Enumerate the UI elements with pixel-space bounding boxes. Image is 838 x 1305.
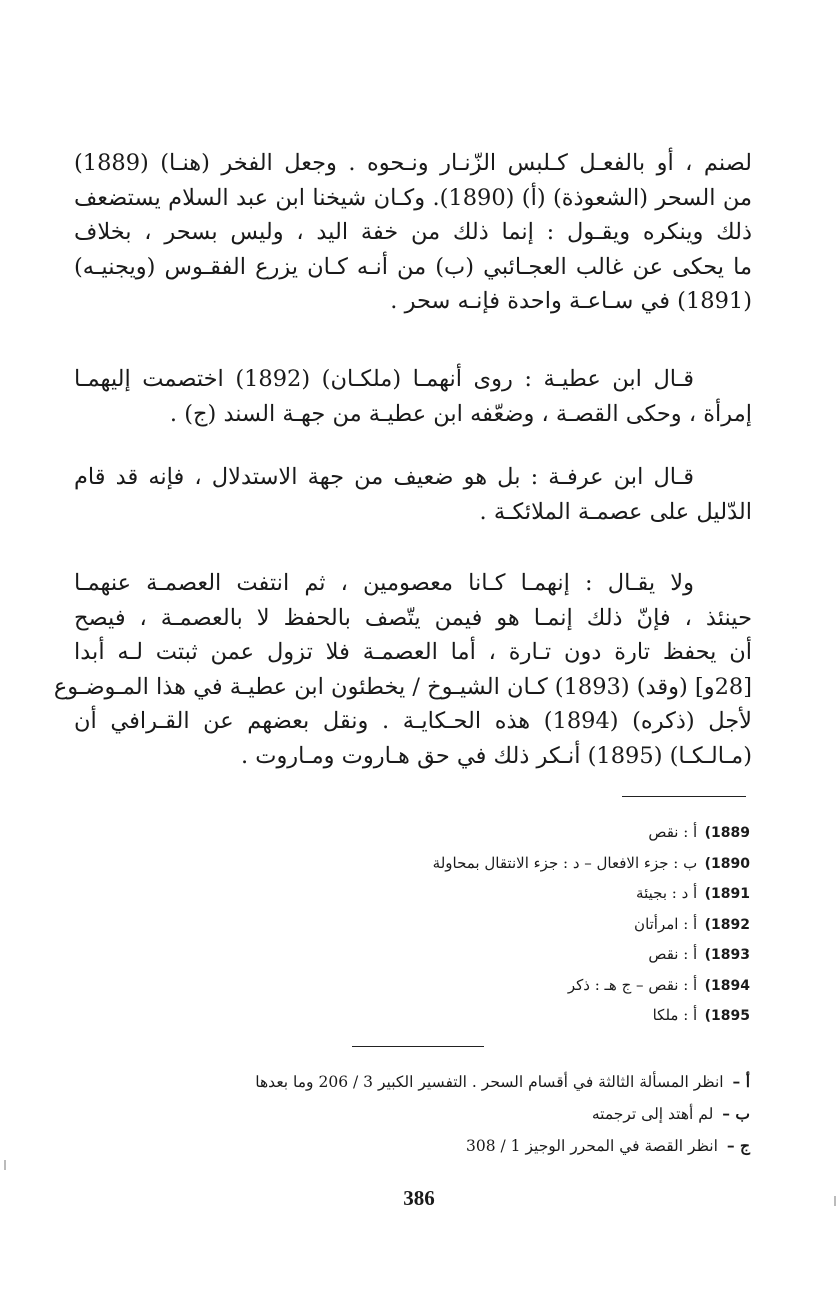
variant-note [433, 1001, 750, 1032]
note-number: 1890) [704, 855, 750, 872]
text-line: من السحر (الشعوذة) (أ) (1890). وكـان شيخنا ابن عبد السلام يستضعف [74, 184, 752, 211]
scan-edge-mark [834, 1196, 836, 1206]
note-text: أ : ملكا [652, 1006, 698, 1024]
text-line: إمرأة ، وحكى القصـة ، وضعّفه ابن عطيـة من جهـة السند (ج) . [169, 400, 752, 427]
variant-note [433, 879, 750, 910]
reference-note [255, 1098, 750, 1130]
note-number: 1891) [704, 886, 750, 902]
text-line: قـال ابن عطيـة : روى أنهمـا (ملكـان) (1892) اختصمت إليهمـا [74, 366, 695, 392]
note-text: لم أهتد إلى ترجمته [591, 1105, 714, 1123]
note-text: أ د : بجيئة [636, 884, 698, 902]
note-text: أ : امرأتان [634, 914, 698, 933]
text-line: الدّليل على عصمـة الملائكـة . [479, 498, 752, 525]
note-text: أ : نقص – ج هـ : ذكر [567, 975, 698, 994]
note-text: أ : نقص [648, 823, 698, 841]
text-line: ما يحكى عن غالب العجـائبي (ب) من أنـه كـان يزرع الفقـوس (ويجنيـه) [74, 253, 752, 280]
note-text: انظر المسألة الثالثة في أقسام السحر . التفسير الكبير 3 / 206 وما بعدها [255, 1073, 724, 1091]
note-text: انظر القصة في المحرر الوجيز 1 / 308 [466, 1137, 718, 1155]
text-line: لأجل (ذكره) (1894) هذه الحـكايـة . ونقل بعضهم عن القـرافي أن [74, 708, 752, 734]
text-line: لصنم ، أو بالفعـل كـلبس الزّنـار ونـحوه . وجعل الفخر (هنـا) (1889) [74, 150, 752, 176]
variant-note [433, 971, 750, 1002]
paragraph-2 [74, 362, 752, 431]
note-text: ب : جزء الافعال – د : جزء الانتقال بمحاولة [432, 853, 698, 872]
text-line: قـال ابن عرفـة : بل هو ضعيف من جهة الاستدلال ، فإنه قد قام [74, 464, 694, 490]
variant-notes [433, 818, 750, 1032]
text-line: حينئذ ، فإنّ ذلك إنمـا هو فيمن يتّصف بالحفظ لا بالعصمـة ، فيصح [74, 604, 752, 631]
note-number: 1893) [704, 947, 750, 963]
note-text: أ : نقص [648, 945, 698, 963]
page-number: 386 [403, 1186, 435, 1210]
paragraph-1 [74, 146, 752, 319]
text-line: (مـالـكـا) (1895) أنـكر ذلك في حق هـاروت ومـاروت . [240, 742, 752, 769]
note-number: 1895) [704, 1008, 750, 1024]
paragraph-4 [53, 566, 752, 773]
text-line: أن يحفظ تارة دون تـارة ، أما العصمـة فلا تزول عمن ثبتت لـه أبدا [74, 639, 752, 665]
text-line: ولا يقـال : إنهمـا كـانا معصومين ، ثم انتفت العصمـة عنهمـا [74, 570, 694, 596]
note-number: 1892) [704, 916, 750, 933]
note-marker: أ – [732, 1072, 750, 1091]
text-line: (1891) في سـاعـة واحدة فإنـه سحر . [390, 288, 752, 314]
scan-edge-mark [4, 1160, 6, 1170]
reference-note [255, 1066, 750, 1098]
variant-note [433, 940, 750, 971]
text-line: ذلك وينكره ويقـول : إنما ذلك من خفة اليد ، وليس بسحر ، بخلاف [74, 219, 752, 245]
footnote-separator [352, 1046, 484, 1047]
reference-notes [255, 1066, 750, 1162]
note-marker: ب – [722, 1104, 750, 1123]
variant-note [433, 849, 750, 880]
paragraph-3 [74, 460, 752, 529]
footnote-separator [622, 796, 746, 797]
variant-note [433, 910, 750, 941]
reference-note [255, 1130, 750, 1162]
text-line: [28و] (وقد) (1893) كـان الشيـوخ / يخطئون ابن عطيـة في هذا المـوضـوع [53, 673, 752, 700]
variant-note [433, 818, 750, 849]
note-marker: ج – [726, 1136, 750, 1155]
note-number: 1889) [704, 825, 750, 841]
note-number: 1894) [704, 977, 750, 994]
